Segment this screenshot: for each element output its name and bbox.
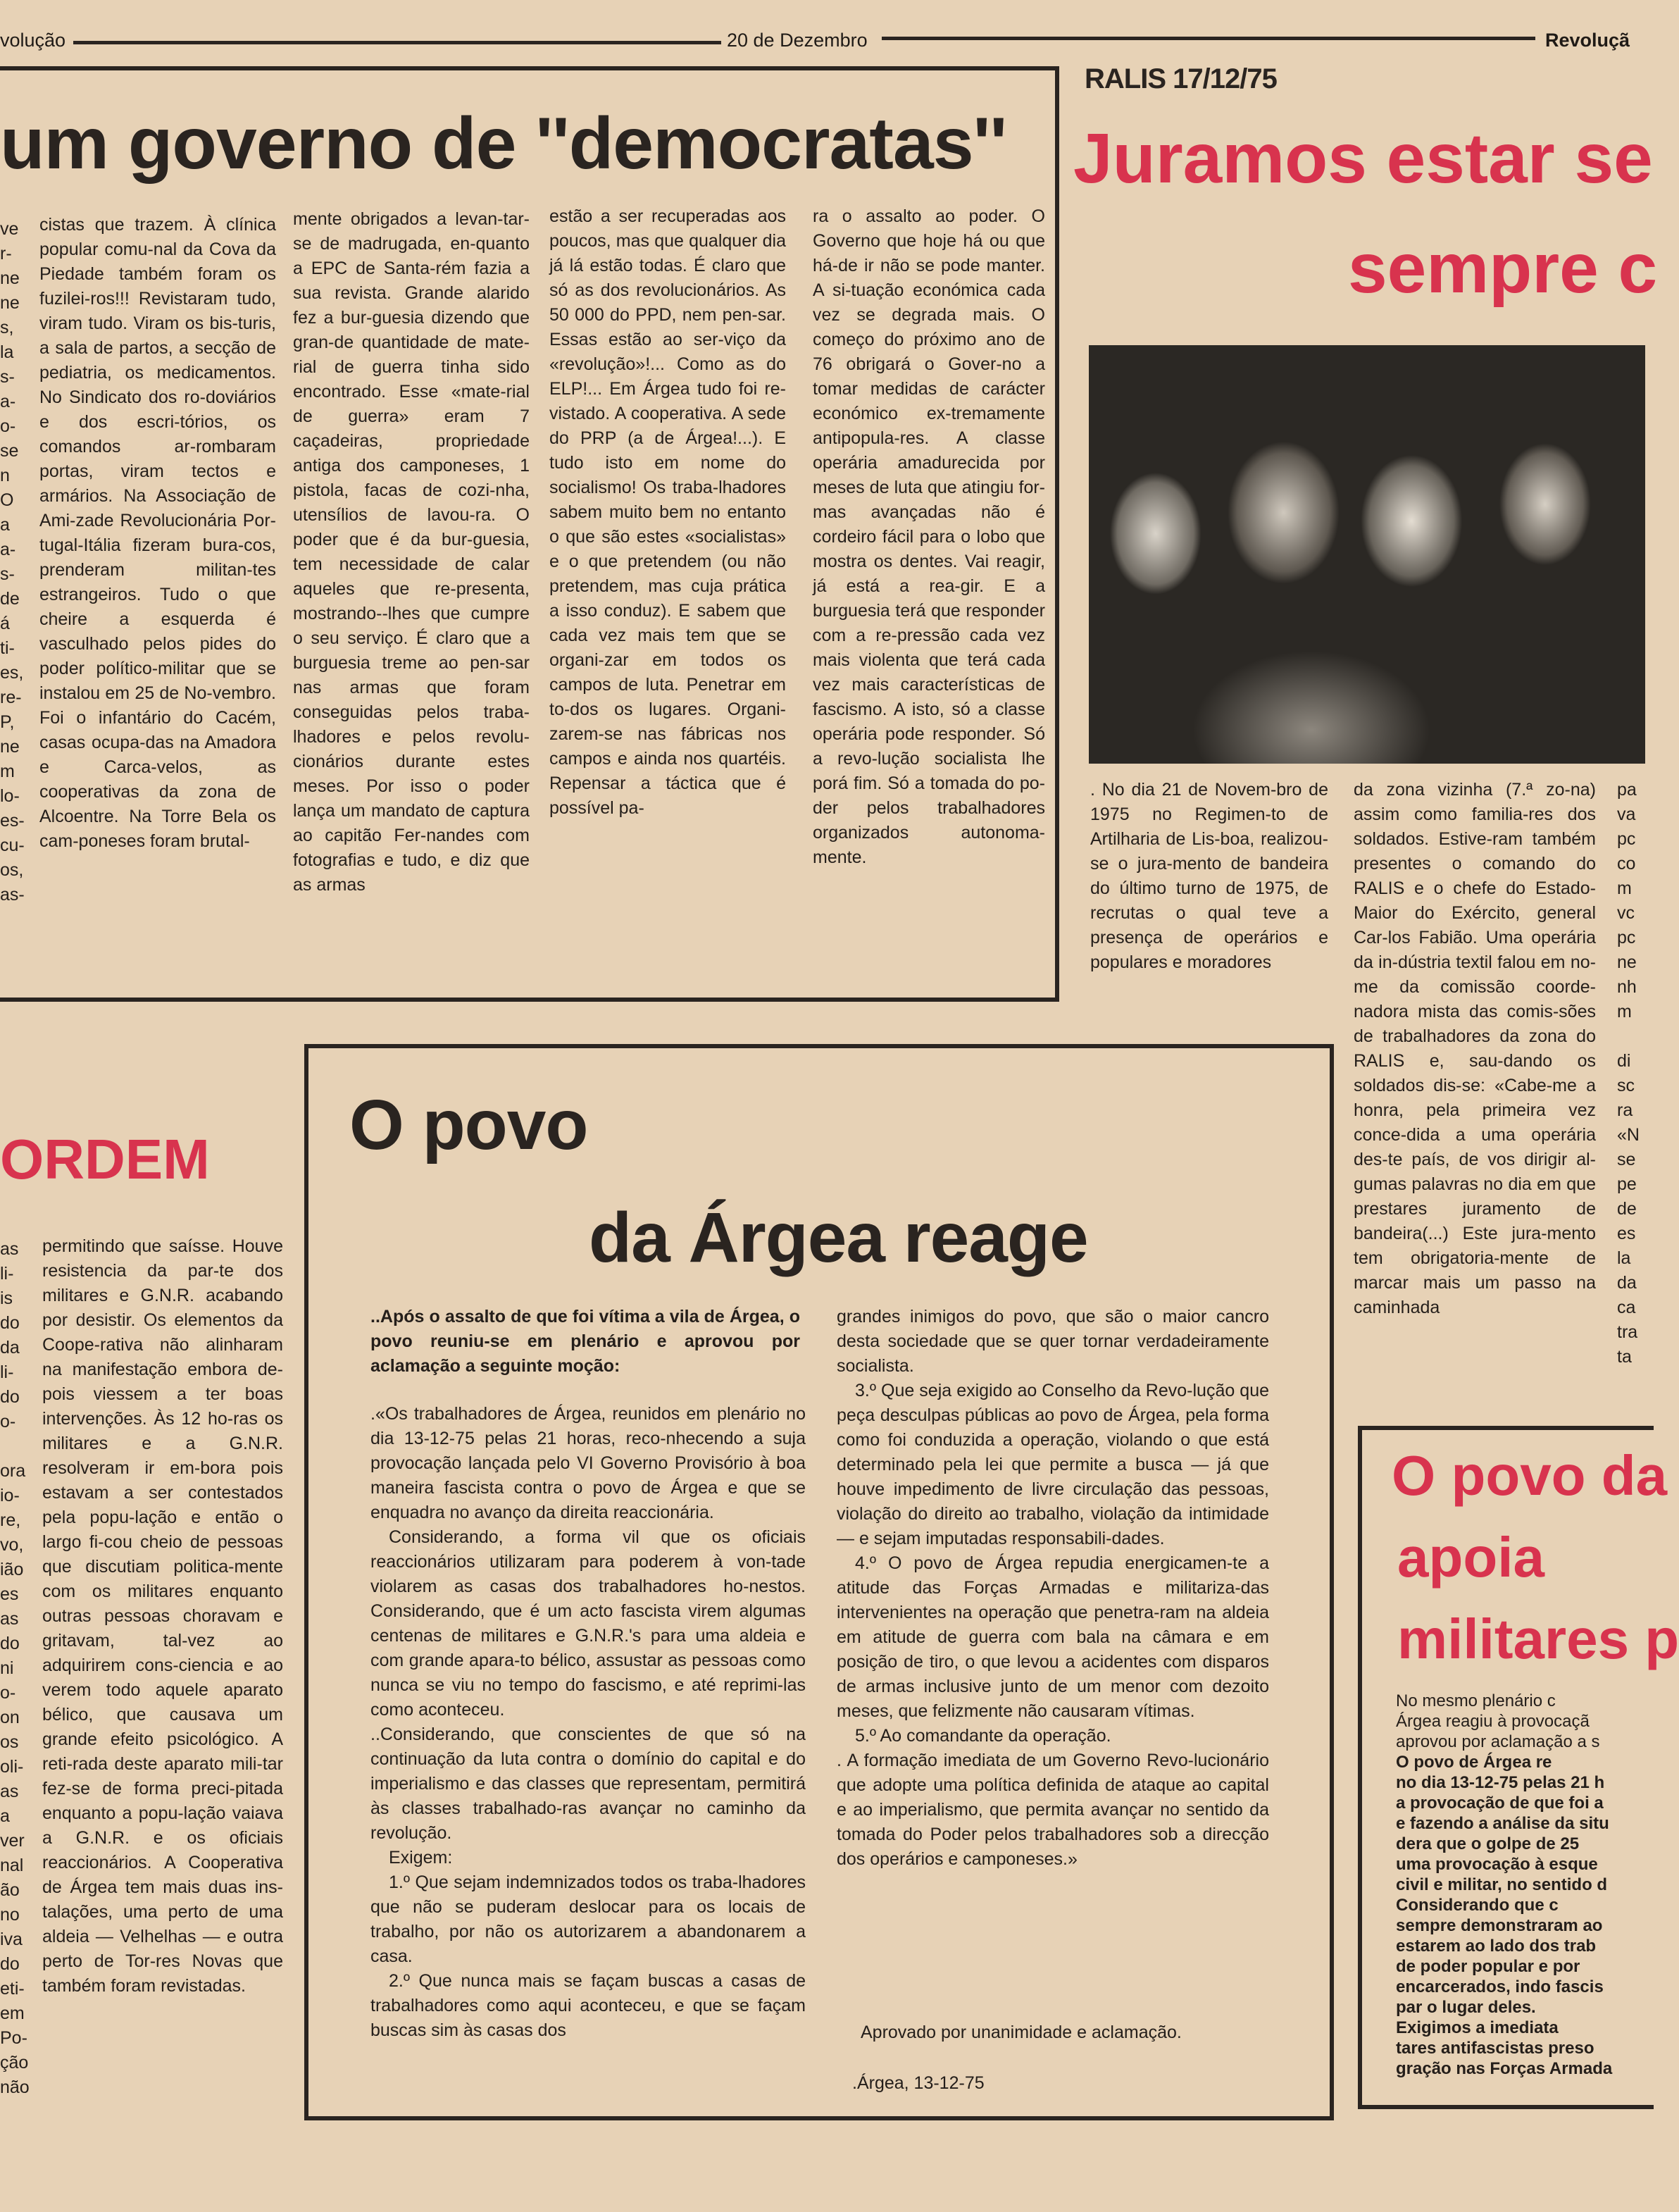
edge-fragment: o- — [0, 416, 16, 436]
edge-fragment: s- — [0, 367, 15, 387]
article-ordem-edge-column — [0, 1237, 28, 2100]
edge-fragment: Po- — [0, 2028, 27, 2048]
edge-fragment: m — [0, 762, 15, 781]
edge-fragment: es- — [0, 811, 25, 831]
edge-fragment: do — [0, 1634, 20, 1653]
article-democratas-edge-column — [0, 217, 28, 907]
edge-fragment: ne — [0, 737, 20, 757]
article-ordem-column: permitindo que saísse. Houve resistencia da par-te dos militares e G.N.R. acabando por desistir. Os elementos da Coope-rativa não alinharam na manifestação embora de-pois viessem a ter boas intervenções. Às 12 ho-ras os militares e a G.N.R. resolveram ir em-bora pois estavam a ser contestados pela popu-lação e então o largo fi-cou cheio de pessoas que discutiam politica-mente com os militares enquanto outras pessoas choravam e gritavam, tal-vez ao adquirirem cons-ciencia e ao verem todo aquele aparato bélico, que causava um grande efeito psicológico. A reti-rada deste aparato mili-tar fez-se de forma preci-pitada enquanto a popu-lação vaiava a G.N.R. e os oficiais reaccionários. A Cooperativa de Árgea tem mais duas ins-talações, uma perto de uma aldeia — Velhelhas — e outra perto de Tor-res Novas que também foram revistadas. — [42, 1236, 283, 1996]
moção-paragraph: . A formação imediata de um Governo Revo-lucionário que adopte uma política definida de ataque ao capital e ao imperialismo, que permita avançar no sentido da tomada do Poder pelos trabalhadores sob a direcção dos operários e camponeses.» — [837, 1751, 1269, 1869]
edge-fragment: as — [0, 1239, 19, 1259]
moção-paragraph: grandes inimigos do povo, que são o maior cancro desta sociedade que se quer tornar verdadeiramente socialista. — [837, 1307, 1269, 1376]
edge-fragment: ne — [0, 293, 20, 313]
edge-fragment: do — [0, 1387, 20, 1407]
edge-fragment — [0, 1434, 28, 1459]
article-argea-place-date: .Árgea, 13-12-75 — [852, 2073, 985, 2093]
article-apoia-body — [1396, 1691, 1649, 2079]
edge-fragment: ão — [0, 1880, 20, 1900]
edge-fragment: os — [0, 1732, 19, 1752]
edge-fragment: a — [0, 1806, 10, 1826]
article-apoia-line: Árgea reagiu à provocaçã — [1396, 1712, 1590, 1731]
article-argea-intro: ..Após o assalto de que foi vítima a vila de Árgea, o povo reuniu-se em plenário e aprovou por aclamação a seguinte moção: — [370, 1307, 800, 1376]
article-ralis-column-2: da zona vizinha (7.ª zo-na) assim como familia-res dos soldados. Estive-ram também presentes o comando do RALIS e o chefe do Estado-Maior do Exército, general Car-los Fabião. Uma operária da in-dústria textil falou em no-me da comissão coorde-nadora mista das comis-sões de trabalhadores da zona do RALIS e, sau-dando os soldados dis-se: «Cabe-me a honra, pela primeira vez conce-dida a uma operária des-te país, de vos dirigir al-gumas palavras no dia em que prestares juramento de bandeira(...) Este jura-mento tem obrigatoria-mente de marcar mais um passo na caminhada — [1354, 780, 1596, 1317]
edge-fragment: is — [0, 1288, 13, 1308]
edge-fragment: r- — [0, 244, 12, 263]
edge-fragment: ca — [1617, 1298, 1636, 1317]
edge-fragment: de — [0, 589, 20, 609]
edge-fragment: m — [1617, 878, 1632, 898]
edge-fragment: o- — [0, 1683, 16, 1703]
article-ralis-column-1: . No dia 21 de Novem-bro de 1975 no Regimen-to de Artilharia de Lis-boa, realizou-se o jura-mento de bandeira do último turno de 1975, de recrutas o qual teve a presença de operários e populares e moradores — [1090, 780, 1328, 972]
article-apoia-content — [1362, 1430, 1679, 2105]
article-apoia-line: No mesmo plenário c — [1396, 1691, 1556, 1710]
edge-fragment: o- — [0, 1412, 16, 1431]
edge-fragment: ver — [0, 1831, 25, 1851]
edge-fragment: P, — [0, 712, 15, 732]
edge-fragment: as — [0, 1782, 19, 1801]
article-argea-right-column — [837, 1305, 1269, 1872]
edge-fragment: pa — [1617, 780, 1637, 800]
article-apoia-line: no dia 13-12-75 pelas 21 h — [1396, 1773, 1605, 1792]
edge-fragment: no — [0, 1905, 20, 1925]
article-apoia-line: tares antifascistas preso — [1396, 2039, 1594, 2058]
edge-fragment: on — [0, 1708, 20, 1727]
edge-fragment: «N — [1617, 1125, 1640, 1145]
article-apoia-line: encarcerados, indo fascis — [1396, 1977, 1604, 1996]
edge-fragment: da — [1617, 1273, 1637, 1293]
edge-fragment: pc — [1617, 928, 1636, 947]
edge-fragment: da — [0, 1338, 20, 1357]
article-apoia-line: a provocação de que foi a — [1396, 1794, 1604, 1813]
running-head-rule-right — [882, 37, 1535, 40]
article-ralis-headline-line-2: sempre c — [1348, 229, 1658, 308]
edge-fragment: m — [1617, 1002, 1632, 1021]
edge-fragment: ne — [1617, 952, 1637, 972]
edge-fragment: es — [0, 1584, 19, 1604]
edge-fragment: ne — [0, 268, 20, 288]
edge-fragment: oli- — [0, 1757, 24, 1777]
article-apoia-line: dera que o golpe de 25 — [1396, 1834, 1580, 1853]
edge-fragment: ião — [0, 1560, 24, 1579]
moção-exigem: Exigem: — [389, 1848, 453, 1868]
article-apoia-line: civil e militar, no sentido d — [1396, 1875, 1608, 1894]
article-democratas-column-3: estão a ser recuperadas aos poucos, mas que qualquer dia já lá estão todas. É claro que só as dos revolucionários. As 50 000 do PPD, nem pen-sar. Essas estão ao ser-viço da «revolução»!... Como as do ELP!... Em Árgea tudo foi re-vistado. A cooperativa. A sede do PRP (a de Árgea!...). E tudo isto em nome do socialismo! Os traba-lhadores sabem muito bem no entanto o que são estes «socialistas» e o que pretendem (ou não pretendem, mas cuja prática a isso conduz). E sabem que cada vez mais tem que se organi-zar em todos os campos de luta. Penetrar em to-dos os lugares. Organi-zarem-se nas fábricas nos campos e ainda nos quartéis. Repensar a táctica que é possível pa- — [549, 206, 786, 818]
article-apoia-headline-line-2: apoia — [1397, 1526, 1544, 1589]
edge-fragment: re, — [0, 1510, 21, 1530]
edge-fragment: vo, — [0, 1535, 24, 1555]
edge-fragment: não — [0, 2077, 30, 2097]
moção-paragraph: Considerando, a forma vil que os oficiais reaccionários utilizaram para poderem à von-tade violarem as casas dos trabalhadores ho-nestos. Considerando, que é um acto fascista virem algumas centenas de militares e G.N.R.'s para uma aldeia e com grande apara-to bélico, assustar as pessoas como nunca se viu no tempo do fascismo, e até reprimi-las como aconteceu. — [370, 1527, 806, 1720]
article-democratas-column-1: cistas que trazem. À clínica popular comu-nal da Cova da Piedade também foram os fuzilei-ros!!! Revistaram tudo, viram tudo. Viram os bis-turis, a sala de partos, a secção de pediatria, os medicamentos. No Sindicato dos ro-doviários e dos escri-tórios, os comandos ar-rombaram portas, viram tectos e armários. Na Associação de Ami-zade Revolucionária Por-tugal-Itália fizeram bura-cos, prenderam militan-tes estrangeiros. Tudo o que cheire a esquerda é vasculhado pelos pides do poder político-militar que se instalou em 25 de No-vembro. Foi o infantário do Cacém, casas ocupa-das na Amadora e Carca-velos, as cooperativas da zona de Alcoentre. Na Torre Bela os cam-poneses foram brutal- — [39, 215, 276, 851]
moção-paragraph: .«Os trabalhadores de Árgea, reunidos em plenário no dia 13-12-75 pelas 21 horas, reco-nhecendo a suja provocação lançada pelo VI Governo Provisório à boa maneira fascista contra o povo de Árgea e que se enquadra no avanço da direita reaccionária. — [370, 1404, 806, 1522]
edge-fragment: va — [1617, 804, 1636, 824]
edge-fragment: O — [0, 490, 14, 510]
edge-fragment: es, — [0, 663, 24, 683]
running-head-rule-left — [73, 41, 721, 44]
edge-fragment: co — [1617, 854, 1636, 874]
article-argea-headline-line-1: O povo — [349, 1086, 588, 1164]
edge-fragment: la — [0, 342, 14, 362]
article-ralis-headline-line-1: Juramos estar se — [1073, 119, 1653, 198]
edge-fragment: tra — [1617, 1322, 1638, 1342]
moção-demand-4: 4.º O povo de Árgea repudia energicamen-te a atitude das Forças Armadas e militariza-das intervenientes na operação que penetra-ram na aldeia em atitude de guerra com bala na câmara e em posição de tiro, o que levou a acidentes com disparos de armas inclusive junto de um menor com dezoito meses, que felizmente não causaram vítimas. — [837, 1553, 1269, 1721]
article-apoia-line: Considerando que c — [1396, 1896, 1559, 1915]
article-apoia-line: uma provocação à esque — [1396, 1855, 1598, 1874]
article-ralis-kicker: RALIS 17/12/75 — [1085, 63, 1277, 94]
moção-demand-1: 1.º Que sejam indemnizados todos os traba-lhadores que não se puderam deslocar para os locais de trabalho, por não os autorizarem a abandonarem a casa. — [370, 1872, 806, 1966]
edge-fragment: as- — [0, 885, 25, 905]
edge-fragment: os, — [0, 860, 24, 880]
edge-fragment: li- — [0, 1362, 14, 1382]
edge-fragment: ni — [0, 1658, 14, 1678]
article-apoia-headline-line-3: militares p — [1397, 1608, 1679, 1670]
edge-fragment: pc — [1617, 829, 1636, 849]
edge-fragment: ra — [1617, 1100, 1633, 1120]
moção-demand-2: 2.º Que nunca mais se façam buscas a casas de trabalhadores como aqui aconteceu, e que se façam buscas sim às casas dos — [370, 1971, 806, 2040]
edge-fragment: ção — [0, 2053, 29, 2073]
edge-fragment: nal — [0, 1856, 24, 1875]
edge-fragment: s- — [0, 564, 15, 584]
edge-fragment: cu- — [0, 835, 25, 855]
edge-fragment: es — [1617, 1224, 1636, 1243]
edge-fragment: pe — [1617, 1174, 1637, 1194]
edge-fragment — [1617, 1024, 1645, 1049]
article-apoia-line: Exigimos a imediata — [1396, 2018, 1559, 2037]
article-apoia-line: aprovou por aclamação a s — [1396, 1732, 1600, 1751]
article-democratas-headline: um governo de ''democratas'' — [0, 103, 1007, 185]
running-head-date: 20 de Dezembro — [727, 30, 868, 51]
article-argea-headline-line-2: da Árgea reage — [589, 1198, 1088, 1277]
edge-fragment: ta — [1617, 1347, 1632, 1367]
edge-fragment: s, — [0, 318, 14, 337]
edge-fragment: se — [0, 441, 19, 461]
edge-fragment: se — [1617, 1150, 1636, 1169]
edge-fragment: do — [0, 1313, 20, 1333]
article-apoia-line: de poder popular e por — [1396, 1957, 1580, 1976]
edge-fragment: a- — [0, 392, 16, 411]
article-ralis-edge-column — [1617, 778, 1645, 1369]
article-apoia-line: par o lugar deles. — [1396, 1998, 1536, 2017]
article-apoia-line: O povo de Árgea re — [1396, 1753, 1552, 1772]
article-apoia-line: e fazendo a análise da situ — [1396, 1814, 1609, 1833]
article-apoia-line: gração nas Forças Armada — [1396, 2059, 1613, 2078]
edge-fragment: ti- — [0, 638, 15, 658]
article-democratas-column-4: ra o assalto ao poder. O Governo que hoje há ou que há-de ir não se pode manter. A si-tuação económica cada vez se degrada mais. O começo do próximo ano de 76 obrigará o Gover-no a tomar medidas de carácter económico ex-tremamente antipopula-res. A classe operária amadurecida por meses de luta que atingiu for-mas avançadas não é cordeiro fácil para o lobo que mostra os dentes. Vai reagir, já está a rea-gir. E a burguesia terá que responder com a re-pressão cada vez mais violenta que terá cada vez mais características de fascismo. A isto, só a classe operária pode responder. Só a revo-lução socialista lhe porá fim. Só a tomada do po-der pelos trabalhadores organizados autonoma-mente. — [813, 206, 1045, 867]
article-apoia-line: estarem ao lado dos trab — [1396, 1937, 1597, 1956]
edge-fragment: nh — [1617, 977, 1637, 997]
article-ralis-headline-wrap — [1056, 113, 1658, 324]
edge-fragment: re- — [0, 688, 22, 707]
article-apoia-headline-line-1: O povo da — [1392, 1444, 1668, 1507]
moção-demand-3: 3.º Que seja exigido ao Conselho da Revo-lução que peça desculpas públicas ao povo de Árgea, pela forma como foi conduzida a operação, violando o que está determinado pela lei que permite a busca — já que houve impedimento de livre circulação das pessoas, violação do direito ao trabalho, violação da intimidade — e sejam imputadas responsabili-dades. — [837, 1381, 1269, 1548]
edge-fragment: eti- — [0, 1979, 25, 1999]
edge-fragment: a — [0, 515, 10, 535]
moção-paragraph: ..Considerando, que conscientes de que só na continuação da luta contra o domínio do capital e do imperialismo e das classes que representam, permitirá às classes trabalhado-ras avançar no caminho da revolução. — [370, 1725, 806, 1843]
running-head-left: volução — [0, 30, 66, 51]
moção-demand-5: 5.º Ao comandante da operação. — [855, 1726, 1111, 1746]
edge-fragment: do — [0, 1954, 20, 1974]
edge-fragment: lo- — [0, 786, 20, 806]
running-head-right: Revoluçã — [1545, 30, 1630, 51]
article-argea-left-column — [370, 1402, 806, 2043]
article-apoia-line: sempre demonstraram ao — [1396, 1916, 1603, 1935]
edge-fragment: iva — [0, 1930, 23, 1949]
edge-fragment: n — [0, 466, 10, 485]
edge-fragment: io- — [0, 1486, 20, 1505]
edge-fragment: ve — [0, 219, 19, 239]
edge-fragment: ora — [0, 1461, 26, 1481]
edge-fragment: de — [1617, 1199, 1637, 1219]
soldiers-crowd-photo — [1089, 345, 1645, 764]
edge-fragment: sc — [1617, 1076, 1635, 1095]
edge-fragment: as — [0, 1609, 19, 1629]
article-ordem-headline: ORDEM — [0, 1128, 210, 1191]
edge-fragment: la — [1617, 1248, 1631, 1268]
edge-fragment: vc — [1617, 903, 1635, 923]
edge-fragment: di — [1617, 1051, 1631, 1071]
edge-fragment: em — [0, 2003, 25, 2023]
edge-fragment: á — [0, 614, 10, 633]
edge-fragment: a- — [0, 540, 16, 559]
article-argea-approval: Aprovado por unanimidade e aclamação. — [861, 2023, 1182, 2042]
article-democratas-column-2: mente obrigados a levan-tar-se de madrugada, en-quanto a EPC de Santa-rém fazia a sua revista. Grande alarido fez a bur-guesia dizendo que gran-de quantidade de mate-rial de guerra tinha sido encontrado. Esse «mate-rial de guerra» eram 7 caçadeiras, propriedade antiga dos camponeses, 1 pistola, facas de cozi-nha, utensílios de lavou-ra. O poder que é da bur-guesia, tem necessidade de calar aqueles que re-presenta, mostrando--lhes que cumpre o seu serviço. É claro que a burguesia treme ao pen-sar nas armas que foram conseguidas pelos traba-lhadores e pelos revolu-cionários durante estes meses. Por isso o poder lança um mandato de captura ao capitão Fer-nandes com fotografias e tudo, e diz que as armas — [293, 209, 530, 895]
edge-fragment: li- — [0, 1264, 14, 1284]
